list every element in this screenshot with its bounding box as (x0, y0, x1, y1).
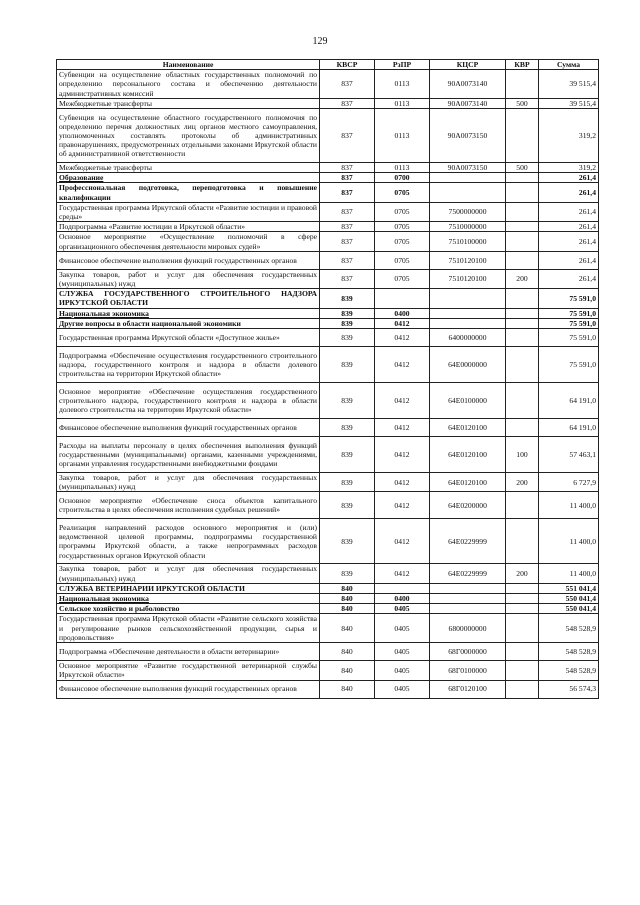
cell-sum: 75 591,0 (539, 318, 599, 328)
cell-kvsr: 839 (320, 329, 375, 347)
cell-name: Профессиональная подготовка, переподготовка и повышение квалификации (57, 183, 320, 202)
cell-kcsr: 64Е0000000 (430, 347, 506, 383)
cell-rzpr: 0400 (375, 594, 430, 604)
cell-kcsr: 7500000000 (430, 202, 506, 221)
table-row (57, 492, 599, 519)
table-row (57, 564, 599, 583)
table-row (57, 251, 599, 269)
cell-kvr (506, 383, 539, 419)
cell-name: Сельское хозяйство и рыболовство (57, 604, 320, 614)
cell-kcsr: 90А0073140 (430, 70, 506, 99)
cell-kcsr: 90А0073140 (430, 98, 506, 108)
cell-name: Закупка товаров, работ и услуг для обеспечения государственных (муниципальных) нужд (57, 564, 320, 583)
table-header-row (57, 60, 599, 70)
table-body (57, 70, 599, 698)
cell-sum: 64 191,0 (539, 383, 599, 419)
cell-rzpr: 0412 (375, 564, 430, 583)
cell-kvsr: 839 (320, 347, 375, 383)
cell-name: Другие вопросы в области национальной экономики (57, 318, 320, 328)
cell-sum: 261,4 (539, 183, 599, 202)
table-row (57, 70, 599, 99)
cell-kvr (506, 661, 539, 680)
cell-name: Закупка товаров, работ и услуг для обеспечения государственных (муниципальных) нужд (57, 269, 320, 288)
cell-kvr (506, 519, 539, 564)
cell-rzpr: 0113 (375, 109, 430, 163)
cell-name: Субвенция на осуществление областного государственного полномочия по определению перечня должностных лиц органов местного самоуправления, уполномоченных составлять протоколы об административных правонарушениях, предусмотренных отдельными законами Иркутской области об административной ответственности (57, 109, 320, 163)
cell-kcsr: 64Е0120100 (430, 473, 506, 492)
cell-kvr (506, 308, 539, 318)
table-row (57, 269, 599, 288)
cell-sum: 550 041,4 (539, 594, 599, 604)
cell-kcsr: 7510000000 (430, 222, 506, 232)
cell-rzpr: 0412 (375, 383, 430, 419)
cell-kvr (506, 202, 539, 221)
cell-kvr (506, 329, 539, 347)
cell-name: Национальная экономика (57, 308, 320, 318)
table-row (57, 109, 599, 163)
cell-sum: 75 591,0 (539, 347, 599, 383)
cell-kvsr: 840 (320, 614, 375, 643)
cell-sum: 319,2 (539, 109, 599, 163)
cell-kcsr (430, 173, 506, 183)
cell-kcsr: 6400000000 (430, 329, 506, 347)
cell-kcsr (430, 183, 506, 202)
cell-kvsr: 839 (320, 318, 375, 328)
cell-sum: 548 528,9 (539, 643, 599, 661)
cell-kvsr: 840 (320, 604, 375, 614)
cell-sum: 551 041,4 (539, 583, 599, 593)
cell-kvr (506, 604, 539, 614)
cell-kvsr: 840 (320, 661, 375, 680)
cell-kvr (506, 614, 539, 643)
cell-name: Подпрограмма «Обеспечение деятельности в области ветеринарии» (57, 643, 320, 661)
cell-kvr (506, 222, 539, 232)
cell-rzpr: 0705 (375, 251, 430, 269)
cell-kvr (506, 232, 539, 251)
cell-rzpr: 0705 (375, 202, 430, 221)
cell-kvr: 100 (506, 437, 539, 473)
table-row (57, 419, 599, 437)
cell-kvsr: 840 (320, 680, 375, 698)
cell-kcsr: 64Е0200000 (430, 492, 506, 519)
cell-kvsr: 839 (320, 473, 375, 492)
table-row (57, 163, 599, 173)
table-row (57, 318, 599, 328)
cell-name: Национальная экономика (57, 594, 320, 604)
cell-name: Расходы на выплаты персоналу в целях обеспечения выполнения функций государственными (муниципальными) органами, казенными учреждениями, органами управления государственными внебюджетными фондами (57, 437, 320, 473)
cell-rzpr: 0113 (375, 70, 430, 99)
cell-kvsr: 837 (320, 183, 375, 202)
cell-kvr (506, 492, 539, 519)
cell-kvr (506, 419, 539, 437)
cell-kvr: 200 (506, 269, 539, 288)
cell-name: Межбюджетные трансферты (57, 163, 320, 173)
cell-rzpr: 0400 (375, 308, 430, 318)
cell-kcsr (430, 318, 506, 328)
header-sum: Сумма (539, 60, 599, 70)
cell-sum: 11 400,0 (539, 519, 599, 564)
table-row (57, 347, 599, 383)
cell-kcsr: 7510120100 (430, 269, 506, 288)
cell-kvr (506, 347, 539, 383)
table-row (57, 183, 599, 202)
cell-kcsr: 68Г0120100 (430, 680, 506, 698)
cell-rzpr: 0412 (375, 347, 430, 383)
cell-rzpr: 0405 (375, 614, 430, 643)
cell-kvr: 200 (506, 564, 539, 583)
header-kcsr: КЦСР (430, 60, 506, 70)
cell-sum: 261,4 (539, 251, 599, 269)
table-row (57, 437, 599, 473)
cell-kvsr: 839 (320, 564, 375, 583)
table-row (57, 329, 599, 347)
table-row (57, 289, 599, 308)
cell-rzpr: 0113 (375, 98, 430, 108)
table-row (57, 98, 599, 108)
cell-sum: 75 591,0 (539, 308, 599, 318)
cell-rzpr: 0705 (375, 222, 430, 232)
cell-sum: 261,4 (539, 222, 599, 232)
table-row (57, 222, 599, 232)
cell-name: Подпрограмма «Обеспечение осуществления государственного строительного надзора, государственного контроля и надзора в области долевого строительства на территории Иркутской области» (57, 347, 320, 383)
cell-kvsr: 837 (320, 269, 375, 288)
table-row (57, 643, 599, 661)
cell-kvr: 200 (506, 473, 539, 492)
cell-kvr (506, 583, 539, 593)
cell-kvr (506, 680, 539, 698)
cell-sum: 261,4 (539, 232, 599, 251)
cell-name: Основное мероприятие «Обеспечение сноса объектов капитального строительства в целях обеспечения исполнения судебных решений» (57, 492, 320, 519)
cell-kvsr: 840 (320, 583, 375, 593)
cell-rzpr: 0705 (375, 183, 430, 202)
cell-rzpr: 0705 (375, 269, 430, 288)
cell-sum: 11 400,0 (539, 492, 599, 519)
cell-kvsr: 837 (320, 202, 375, 221)
cell-kvsr: 840 (320, 594, 375, 604)
cell-rzpr: 0412 (375, 419, 430, 437)
cell-kcsr: 64Е0229999 (430, 564, 506, 583)
cell-sum: 261,4 (539, 202, 599, 221)
cell-rzpr (375, 583, 430, 593)
cell-name: Межбюджетные трансферты (57, 98, 320, 108)
cell-kvsr: 837 (320, 173, 375, 183)
cell-sum: 261,4 (539, 269, 599, 288)
cell-sum: 548 528,9 (539, 661, 599, 680)
table-row (57, 583, 599, 593)
cell-kvsr: 839 (320, 419, 375, 437)
cell-kvsr: 837 (320, 222, 375, 232)
cell-kvsr: 839 (320, 383, 375, 419)
cell-kcsr (430, 604, 506, 614)
cell-sum: 319,2 (539, 163, 599, 173)
cell-kcsr (430, 583, 506, 593)
cell-sum: 39 515,4 (539, 98, 599, 108)
cell-kvr (506, 594, 539, 604)
cell-rzpr (375, 289, 430, 308)
cell-kvsr: 839 (320, 492, 375, 519)
cell-kcsr: 6800000000 (430, 614, 506, 643)
cell-sum: 56 574,3 (539, 680, 599, 698)
cell-rzpr: 0412 (375, 437, 430, 473)
table-row (57, 614, 599, 643)
cell-kvsr: 837 (320, 163, 375, 173)
cell-rzpr: 0412 (375, 473, 430, 492)
cell-kvsr: 837 (320, 251, 375, 269)
table-row (57, 383, 599, 419)
cell-name: Реализация направлений расходов основного мероприятия и (или) ведомственной целевой программы, подпрограммы государственной программы Иркутской области, а также непрограммных расходов государственных органов Иркутской области (57, 519, 320, 564)
cell-kcsr: 64Е0229999 (430, 519, 506, 564)
cell-sum: 57 463,1 (539, 437, 599, 473)
cell-kvr: 500 (506, 163, 539, 173)
cell-kvsr: 839 (320, 289, 375, 308)
cell-name: Финансовое обеспечение выполнения функций государственных органов (57, 680, 320, 698)
cell-kcsr: 64Е0100000 (430, 383, 506, 419)
header-kvsr: КВСР (320, 60, 375, 70)
cell-name: Финансовое обеспечение выполнения функций государственных органов (57, 251, 320, 269)
cell-rzpr: 0705 (375, 232, 430, 251)
cell-kvr (506, 318, 539, 328)
cell-rzpr: 0405 (375, 643, 430, 661)
cell-kvsr: 839 (320, 437, 375, 473)
cell-rzpr: 0113 (375, 163, 430, 173)
table-row (57, 173, 599, 183)
cell-kcsr (430, 289, 506, 308)
cell-sum: 261,4 (539, 173, 599, 183)
cell-rzpr: 0405 (375, 680, 430, 698)
cell-rzpr: 0412 (375, 318, 430, 328)
cell-rzpr: 0700 (375, 173, 430, 183)
cell-name: Основное мероприятие «Обеспечение осуществления государственного строительного надзора, государственного контроля и надзора в области долевого строительства на территории Иркутской области» (57, 383, 320, 419)
cell-kvsr: 837 (320, 98, 375, 108)
table-row (57, 473, 599, 492)
budget-table (56, 59, 599, 699)
header-kvr: КВР (506, 60, 539, 70)
cell-rzpr: 0412 (375, 492, 430, 519)
page-number: 129 (312, 36, 328, 47)
cell-kvr (506, 183, 539, 202)
cell-kvsr: 837 (320, 70, 375, 99)
cell-name: Государственная программа Иркутской области «Развитие юстиции и правовой среды» (57, 202, 320, 221)
cell-sum: 39 515,4 (539, 70, 599, 99)
cell-kvsr: 839 (320, 308, 375, 318)
cell-kvr (506, 173, 539, 183)
cell-kvsr: 839 (320, 519, 375, 564)
cell-kvsr: 840 (320, 643, 375, 661)
cell-kcsr: 64Е0120100 (430, 419, 506, 437)
cell-name: Государственная программа Иркутской области «Доступное жилье» (57, 329, 320, 347)
table-row (57, 202, 599, 221)
cell-kcsr: 68Г0100000 (430, 661, 506, 680)
cell-name: Основное мероприятие «Осуществление полномочий в сфере организационного обеспечения деятельности мировых судей» (57, 232, 320, 251)
table-row (57, 519, 599, 564)
cell-kvr (506, 643, 539, 661)
table-row (57, 232, 599, 251)
table-row (57, 680, 599, 698)
cell-sum: 550 041,4 (539, 604, 599, 614)
cell-rzpr: 0412 (375, 519, 430, 564)
cell-kvr (506, 109, 539, 163)
cell-kcsr: 64Е0120100 (430, 437, 506, 473)
cell-name: СЛУЖБА ВЕТЕРИНАРИИ ИРКУТСКОЙ ОБЛАСТИ (57, 583, 320, 593)
cell-kcsr (430, 594, 506, 604)
table-row (57, 308, 599, 318)
header-name: Наименование (57, 60, 320, 70)
cell-kvsr: 837 (320, 109, 375, 163)
cell-rzpr: 0405 (375, 661, 430, 680)
cell-sum: 548 528,9 (539, 614, 599, 643)
cell-kvr (506, 251, 539, 269)
cell-sum: 64 191,0 (539, 419, 599, 437)
cell-name: Образование (57, 173, 320, 183)
cell-kvr (506, 70, 539, 99)
cell-sum: 75 591,0 (539, 289, 599, 308)
cell-kvsr: 837 (320, 232, 375, 251)
cell-name: Государственная программа Иркутской области «Развитие сельского хозяйства и регулирование рынков сельскохозяйственной продукции, сырья и продовольствия» (57, 614, 320, 643)
cell-name: Подпрограмма «Развитие юстиции в Иркутской области» (57, 222, 320, 232)
table-row (57, 594, 599, 604)
cell-name: Финансовое обеспечение выполнения функций государственных органов (57, 419, 320, 437)
cell-name: Основное мероприятие «Развитие государственной ветеринарной службы Иркутской области» (57, 661, 320, 680)
cell-kcsr: 68Г0000000 (430, 643, 506, 661)
cell-kcsr: 7510100000 (430, 232, 506, 251)
cell-kvr: 500 (506, 98, 539, 108)
header-rzpr: РзПР (375, 60, 430, 70)
cell-kcsr (430, 308, 506, 318)
cell-kcsr: 90А0073150 (430, 163, 506, 173)
cell-name: Закупка товаров, работ и услуг для обеспечения государственных (муниципальных) нужд (57, 473, 320, 492)
cell-name: СЛУЖБА ГОСУДАРСТВЕННОГО СТРОИТЕЛЬНОГО НАДЗОРА ИРКУТСКОЙ ОБЛАСТИ (57, 289, 320, 308)
cell-kcsr: 7510120100 (430, 251, 506, 269)
cell-rzpr: 0412 (375, 329, 430, 347)
cell-kcsr: 90А0073150 (430, 109, 506, 163)
cell-sum: 11 400,0 (539, 564, 599, 583)
cell-rzpr: 0405 (375, 604, 430, 614)
cell-sum: 75 591,0 (539, 329, 599, 347)
cell-name: Субвенции на осуществление областных государственных полномочий по определению персонального состава и обеспечению деятельности административных комиссий (57, 70, 320, 99)
cell-kvr (506, 289, 539, 308)
table-row (57, 604, 599, 614)
table-row (57, 661, 599, 680)
cell-sum: 6 727,9 (539, 473, 599, 492)
